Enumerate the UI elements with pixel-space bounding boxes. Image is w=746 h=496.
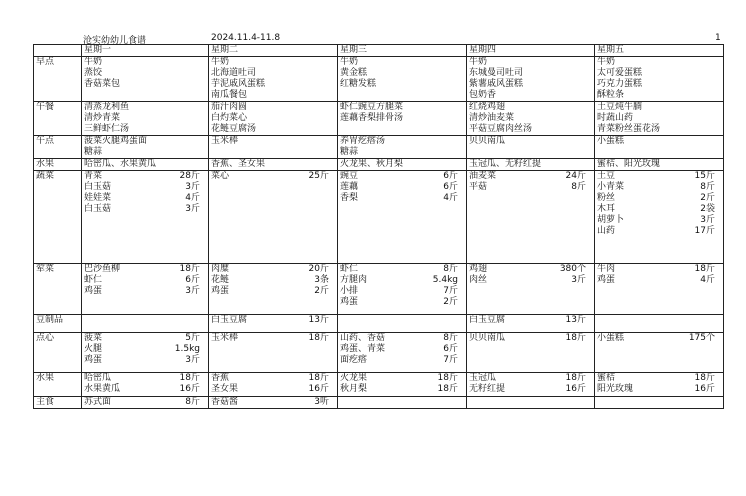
dish-item: 莲藕香梨排骨汤: [340, 113, 404, 123]
dish-item: 清蒸龙利鱼: [84, 102, 130, 112]
menu-row: [34, 315, 724, 333]
ingredient-name: 方腿肉: [340, 275, 368, 285]
ingredient-name: 白玉豆腐: [211, 315, 248, 325]
ingredient-qty: 18斤: [179, 264, 200, 274]
ingredient-name: 火腿: [84, 344, 103, 354]
menu-cell: [595, 136, 724, 159]
dish-item: 清炒青菜: [84, 113, 121, 123]
ingredient-line: [340, 333, 464, 344]
menu-cell: [595, 159, 724, 171]
ingredient-name: 豌豆: [340, 171, 359, 181]
ingredient-line: [469, 182, 592, 193]
ingredient-line: [211, 315, 335, 326]
row-label: 午点: [34, 136, 82, 159]
menu-cell: [338, 315, 467, 333]
menu-cell: [467, 373, 595, 397]
menu-cell: [209, 333, 338, 373]
row-label: 早点: [34, 57, 82, 102]
ingredient-line: [469, 373, 592, 384]
menu-cell: [595, 315, 724, 333]
ingredient-name: 肉糜: [211, 264, 230, 274]
menu-cell: [338, 136, 467, 159]
ingredient-qty: 18斤: [308, 333, 329, 343]
ingredient-name: 鸡蛋: [84, 355, 103, 365]
dish-item: 东城曼司吐司: [469, 68, 524, 78]
dish-item: 哈密瓜、水果黄瓜: [84, 159, 157, 169]
weekday-header-row: [34, 45, 724, 57]
dish-item: 黄金糕: [340, 68, 368, 78]
ingredient-qty: 5.4kg: [432, 275, 458, 285]
ingredient-line: [469, 315, 592, 326]
ingredient-line: [469, 171, 592, 182]
ingredient-line: [597, 384, 721, 395]
ingredient-line: [340, 171, 464, 182]
ingredient-line: [211, 333, 335, 344]
dish-item: 牛奶: [211, 57, 230, 67]
ingredient-name: 娃娃菜: [84, 193, 112, 203]
ingredient-qty: 18斤: [437, 373, 458, 383]
ingredient-line: [84, 384, 206, 395]
ingredient-qty: 6斤: [443, 171, 458, 181]
dish-item: 牛奶: [84, 57, 103, 67]
ingredient-line: [597, 193, 721, 204]
menu-cell: [209, 264, 338, 315]
ingredient-line: [340, 297, 464, 308]
dish-item: 白灼菜心: [211, 113, 248, 123]
ingredient-name: 巴沙鱼柳: [84, 264, 121, 274]
weekday-header: 星期一: [82, 45, 209, 57]
ingredient-line: [84, 204, 206, 215]
ingredient-name: 阳光玫瑰: [597, 384, 634, 394]
dish-item: 香菇菜包: [84, 79, 121, 89]
weekday-header: 星期二: [209, 45, 338, 57]
dish-item: 养胃疙瘩汤: [340, 136, 386, 146]
ingredient-qty: 2袋: [700, 204, 715, 214]
ingredient-qty: 7斤: [443, 286, 458, 296]
ingredient-line: [597, 204, 721, 215]
ingredient-qty: 3斤: [185, 286, 200, 296]
row-label: 水果: [34, 373, 82, 397]
ingredient-qty: 4斤: [443, 193, 458, 203]
ingredient-name: 香梨: [340, 193, 359, 203]
dish-item: 蜜桔、阳光玫瑰: [597, 159, 661, 169]
menu-cell: [338, 264, 467, 315]
dish-item: 花鲢豆腐汤: [211, 124, 257, 134]
menu-cell: [467, 315, 595, 333]
ingredient-line: [211, 373, 335, 384]
ingredient-line: [211, 286, 335, 297]
ingredient-line: [340, 275, 464, 286]
dish-item: 北海道吐司: [211, 68, 257, 78]
row-label: 主食: [34, 397, 82, 409]
ingredient-qty: 16斤: [565, 384, 586, 394]
ingredient-qty: 3斤: [185, 204, 200, 214]
menu-cell: [209, 373, 338, 397]
ingredient-line: [340, 264, 464, 275]
ingredient-qty: 8斤: [443, 333, 458, 343]
dish-item: 清炒油麦菜: [469, 113, 515, 123]
menu-row: [34, 159, 724, 171]
ingredient-qty: 18斤: [694, 373, 715, 383]
ingredient-name: 小排: [340, 286, 359, 296]
ingredient-qty: 380个: [559, 264, 586, 274]
ingredient-name: 小蛋糕: [597, 333, 625, 343]
dish-item: 菠菜火腿鸡蛋面: [84, 136, 148, 146]
dish-item: 芋泥戚风蛋糕: [211, 79, 266, 89]
ingredient-name: 面疙瘩: [340, 355, 368, 365]
ingredient-line: [340, 384, 464, 395]
menu-cell: [82, 171, 209, 264]
dish-item: 茄汁肉圆: [211, 102, 248, 112]
dish-item: 红糖发糕: [340, 79, 377, 89]
menu-cell: [467, 136, 595, 159]
ingredient-name: 火龙果: [340, 373, 368, 383]
ingredient-line: [340, 344, 464, 355]
page-number: 1: [715, 33, 721, 43]
ingredient-name: 香菇酱: [211, 397, 239, 407]
ingredient-name: 山药: [597, 226, 616, 236]
ingredient-line: [597, 333, 721, 344]
row-label: 午餐: [34, 102, 82, 136]
ingredient-line: [597, 171, 721, 182]
menu-row: [34, 102, 724, 136]
menu-cell: [338, 159, 467, 171]
ingredient-line: [469, 384, 592, 395]
menu-cell: [467, 159, 595, 171]
ingredient-name: 山药、香菇: [340, 333, 386, 343]
ingredient-qty: 8斤: [571, 182, 586, 192]
ingredient-qty: 8斤: [700, 182, 715, 192]
ingredient-qty: 6斤: [443, 182, 458, 192]
dish-item: 牛奶: [340, 57, 359, 67]
ingredient-line: [469, 333, 592, 344]
ingredient-qty: 18斤: [565, 373, 586, 383]
ingredient-name: 虾仁: [84, 275, 103, 285]
ingredient-name: 胡萝卜: [597, 215, 625, 225]
dish-item: 青菜粉丝蛋花汤: [597, 124, 661, 134]
dish-item: 贝贝南瓜: [469, 136, 506, 146]
ingredient-name: 哈密瓜: [84, 373, 112, 383]
dish-item: 巧克力蛋糕: [597, 79, 643, 89]
menu-row: [34, 397, 724, 409]
ingredient-qty: 24斤: [565, 171, 586, 181]
ingredient-name: 秋月梨: [340, 384, 368, 394]
dish-item: 土豆炖牛腩: [597, 102, 643, 112]
ingredient-line: [340, 193, 464, 204]
menu-cell: [82, 397, 209, 409]
ingredient-line: [340, 373, 464, 384]
ingredient-name: 菠菜: [84, 333, 103, 343]
menu-cell: [209, 136, 338, 159]
ingredient-line: [84, 344, 206, 355]
ingredient-qty: 18斤: [179, 373, 200, 383]
dish-item: 小蛋糕: [597, 136, 625, 146]
ingredient-qty: 175个: [688, 333, 715, 343]
ingredient-name: 白玉豆腐: [469, 315, 506, 325]
ingredient-line: [211, 171, 335, 182]
menu-row: [34, 136, 724, 159]
menu-cell: [467, 397, 595, 409]
dish-item: 包奶香: [469, 90, 497, 100]
ingredient-line: [597, 182, 721, 193]
dish-item: 香蕉、圣女果: [211, 159, 266, 169]
menu-cell: [82, 159, 209, 171]
menu-cell: [467, 264, 595, 315]
ingredient-qty: 3斤: [700, 215, 715, 225]
ingredient-name: 香蕉: [211, 373, 230, 383]
ingredient-name: 青菜: [84, 171, 103, 181]
dish-item: 火龙果、秋月梨: [340, 159, 404, 169]
dish-item: 三鲜虾仁汤: [84, 124, 130, 134]
menu-cell: [209, 102, 338, 136]
ingredient-name: 蜜桔: [597, 373, 616, 383]
menu-row: [34, 264, 724, 315]
ingredient-name: 鸡蛋: [211, 286, 230, 296]
menu-cell: [82, 57, 209, 102]
dish-item: 糖蒜: [340, 147, 359, 157]
row-label: 水果: [34, 159, 82, 171]
ingredient-name: 贝贝南瓜: [469, 333, 506, 343]
row-label: 点心: [34, 333, 82, 373]
ingredient-qty: 18斤: [308, 373, 329, 383]
ingredient-qty: 3斤: [185, 182, 200, 192]
ingredient-qty: 13斤: [308, 315, 329, 325]
dish-item: 南瓜餐包: [211, 90, 248, 100]
ingredient-line: [211, 384, 335, 395]
menu-cell: [82, 102, 209, 136]
dish-item: 红烧鸡翅: [469, 102, 506, 112]
ingredient-line: [84, 397, 206, 408]
ingredient-qty: 4斤: [700, 275, 715, 285]
menu-cell: [82, 373, 209, 397]
ingredient-qty: 2斤: [443, 297, 458, 307]
ingredient-qty: 13斤: [565, 315, 586, 325]
ingredient-qty: 1.5kg: [174, 344, 200, 354]
ingredient-line: [597, 264, 721, 275]
ingredient-name: 白玉菇: [84, 204, 112, 214]
ingredient-line: [597, 373, 721, 384]
ingredient-name: 花鲢: [211, 275, 230, 285]
ingredient-name: 苏式面: [84, 397, 112, 407]
menu-cell: [338, 333, 467, 373]
ingredient-qty: 17斤: [694, 226, 715, 236]
ingredient-name: 菜心: [211, 171, 230, 181]
ingredient-qty: 3斤: [185, 355, 200, 365]
ingredient-line: [469, 275, 592, 286]
dish-item: 牛奶: [469, 57, 488, 67]
ingredient-name: 水果黄瓜: [84, 384, 121, 394]
ingredient-qty: 18斤: [565, 333, 586, 343]
menu-cell: [595, 373, 724, 397]
menu-table: [33, 44, 724, 409]
ingredient-name: 油麦菜: [469, 171, 497, 181]
corner-cell: [34, 45, 82, 57]
menu-cell: [467, 57, 595, 102]
ingredient-name: 小青菜: [597, 182, 625, 192]
ingredient-qty: 6斤: [443, 344, 458, 354]
dish-item: 玉冠瓜、无籽红提: [469, 159, 542, 169]
menu-cell: [467, 333, 595, 373]
menu-cell: [467, 171, 595, 264]
ingredient-line: [211, 264, 335, 275]
menu-title: 沧实幼幼儿食谱: [83, 36, 147, 46]
ingredient-name: 牛肉: [597, 264, 616, 274]
ingredient-qty: 8斤: [185, 397, 200, 407]
ingredient-qty: 28斤: [179, 171, 200, 181]
ingredient-name: 土豆: [597, 171, 616, 181]
row-label: 荤菜: [34, 264, 82, 315]
ingredient-qty: 8斤: [443, 264, 458, 274]
dish-item: 太可爱蛋糕: [597, 68, 643, 78]
dish-item: 平菇豆腐肉丝汤: [469, 124, 533, 134]
ingredient-qty: 16斤: [179, 384, 200, 394]
ingredient-line: [469, 264, 592, 275]
ingredient-name: 鸡蛋、青菜: [340, 344, 386, 354]
ingredient-line: [597, 215, 721, 226]
menu-cell: [209, 159, 338, 171]
menu-cell: [82, 315, 209, 333]
ingredient-qty: 2斤: [314, 286, 329, 296]
ingredient-line: [211, 397, 335, 408]
ingredient-name: 虾仁: [340, 264, 359, 274]
dish-item: 虾仁豌豆方腿菜: [340, 102, 404, 112]
ingredient-qty: 6斤: [185, 275, 200, 285]
ingredient-name: 鸡蛋: [340, 297, 359, 307]
dish-item: 紫薯戚风蛋糕: [469, 79, 524, 89]
ingredient-line: [84, 373, 206, 384]
dish-item: 玉米棒: [211, 136, 239, 146]
ingredient-line: [84, 171, 206, 182]
weekday-header: 星期三: [338, 45, 467, 57]
ingredient-line: [340, 355, 464, 366]
ingredient-qty: 15斤: [694, 171, 715, 181]
ingredient-name: 肉丝: [469, 275, 488, 285]
ingredient-qty: 18斤: [437, 384, 458, 394]
ingredient-qty: 5斤: [185, 333, 200, 343]
date-range: 2024.11.4-11.8: [211, 33, 281, 43]
ingredient-line: [340, 286, 464, 297]
menu-cell: [209, 171, 338, 264]
ingredient-line: [84, 286, 206, 297]
ingredient-line: [84, 355, 206, 366]
ingredient-name: 鸡翅: [469, 264, 488, 274]
menu-cell: [595, 397, 724, 409]
menu-cell: [338, 102, 467, 136]
ingredient-name: 白玉菇: [84, 182, 112, 192]
ingredient-name: 粉丝: [597, 193, 616, 203]
weekday-header: 星期四: [467, 45, 595, 57]
menu-cell: [338, 57, 467, 102]
ingredient-line: [84, 333, 206, 344]
row-label: 豆制品: [34, 315, 82, 333]
ingredient-qty: 25斤: [308, 171, 329, 181]
ingredient-name: 玉冠瓜: [469, 373, 497, 383]
ingredient-line: [211, 275, 335, 286]
ingredient-line: [84, 193, 206, 204]
menu-cell: [82, 333, 209, 373]
weekday-header: 星期五: [595, 45, 724, 57]
menu-cell: [595, 171, 724, 264]
menu-cell: [209, 57, 338, 102]
ingredient-name: 鸡蛋: [597, 275, 616, 285]
menu-cell: [82, 136, 209, 159]
ingredient-line: [84, 264, 206, 275]
ingredient-name: 鸡蛋: [84, 286, 103, 296]
menu-cell: [82, 264, 209, 315]
ingredient-name: 莲藕: [340, 182, 359, 192]
ingredient-qty: 3斤: [571, 275, 586, 285]
menu-cell: [595, 333, 724, 373]
menu-row: [34, 171, 724, 264]
ingredient-qty: 7斤: [443, 355, 458, 365]
menu-cell: [338, 373, 467, 397]
menu-cell: [338, 397, 467, 409]
ingredient-name: 圣女果: [211, 384, 239, 394]
ingredient-line: [84, 182, 206, 193]
ingredient-line: [340, 182, 464, 193]
menu-row: [34, 333, 724, 373]
ingredient-qty: 2斤: [700, 193, 715, 203]
ingredient-name: 平菇: [469, 182, 488, 192]
ingredient-qty: 4斤: [185, 193, 200, 203]
dish-item: 糖蒜: [84, 147, 103, 157]
ingredient-line: [84, 275, 206, 286]
dish-item: 牛奶: [597, 57, 616, 67]
menu-cell: [595, 102, 724, 136]
menu-row: [34, 57, 724, 102]
ingredient-line: [597, 275, 721, 286]
menu-cell: [209, 397, 338, 409]
row-label: 蔬菜: [34, 171, 82, 264]
dish-item: 酥粒条: [597, 90, 625, 100]
ingredient-qty: 16斤: [308, 384, 329, 394]
ingredient-qty: 3听: [314, 397, 329, 407]
ingredient-name: 木耳: [597, 204, 616, 214]
menu-cell: [595, 264, 724, 315]
menu-cell: [467, 102, 595, 136]
menu-cell: [595, 57, 724, 102]
ingredient-name: 无籽红提: [469, 384, 506, 394]
ingredient-qty: 18斤: [694, 264, 715, 274]
ingredient-name: 玉米棒: [211, 333, 239, 343]
menu-row: [34, 373, 724, 397]
ingredient-qty: 16斤: [694, 384, 715, 394]
dish-item: 时蔬山药: [597, 113, 634, 123]
ingredient-line: [597, 226, 721, 237]
menu-cell: [209, 315, 338, 333]
ingredient-qty: 20斤: [308, 264, 329, 274]
menu-cell: [338, 171, 467, 264]
ingredient-qty: 3条: [314, 275, 329, 285]
dish-item: 蒸饺: [84, 68, 103, 78]
